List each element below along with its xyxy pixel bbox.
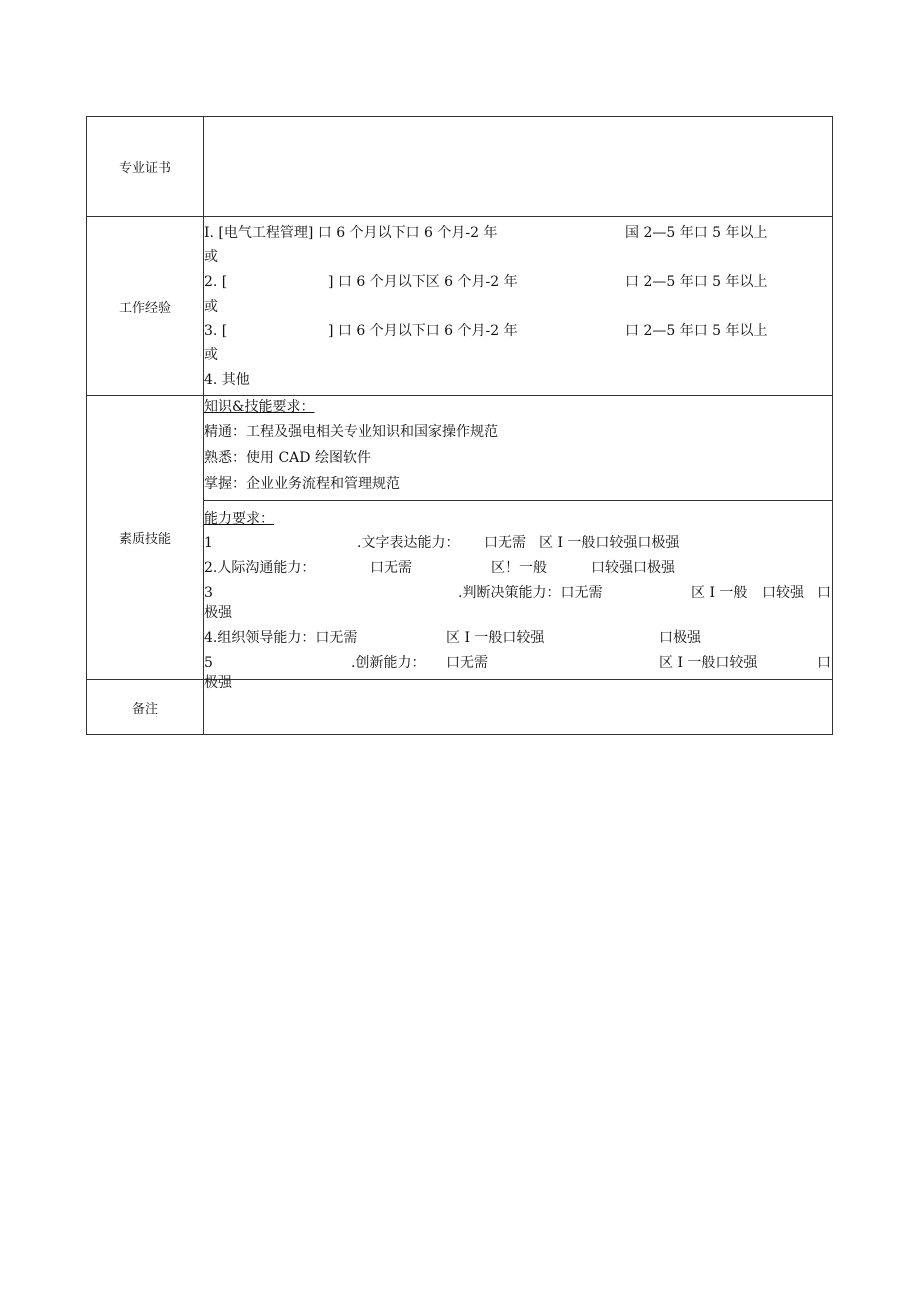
experience-option-1[interactable]: I. [电气工程管理] 口 6 个月以下口 6 个月-2 年 (204, 225, 498, 241)
quality-skills-content (204, 396, 832, 691)
work-experience-label: 工作经验 (87, 217, 204, 395)
row-quality-skills (87, 396, 832, 691)
ability-5-very-strong-box[interactable]: 口 (817, 655, 831, 671)
or-text: 或 (204, 299, 218, 315)
ability-5-very-strong: 极强 (204, 675, 232, 691)
ability-4-very-strong[interactable]: 口极强 (659, 630, 701, 646)
row-work-experience (87, 217, 832, 396)
knowledge-title: 知识&技能要求： (204, 399, 315, 415)
quality-skills-label: 素质技能 (87, 396, 204, 679)
ability-4-general[interactable]: 区 I 一般口较强 (446, 630, 545, 646)
knowledge-proficient: 精通：工程及强电相关专业知识和国家操作规范 (204, 424, 498, 440)
ability-3-strong[interactable]: 口较强 (762, 585, 804, 601)
or-text: 或 (204, 347, 218, 363)
row-remarks (87, 680, 832, 734)
ability-3-general[interactable]: 区 I 一般 (691, 585, 748, 601)
certificate-content[interactable] (204, 117, 832, 216)
experience-option-2-bracket: 2. [ (204, 274, 228, 290)
ability-written-expression: .文字表达能力： (357, 535, 460, 551)
experience-option-3-long[interactable]: 口 2—5 年口 5 年以上 (625, 323, 768, 339)
experience-option-1-long[interactable]: 国 2—5 年口 5 年以上 (625, 225, 768, 241)
experience-option-other[interactable]: 4. 其他 (204, 372, 250, 388)
row-certificate (87, 117, 832, 217)
section-divider (204, 500, 832, 501)
ability-leadership[interactable]: 4.组织领导能力：口无需 (204, 630, 358, 646)
ability-1-levels[interactable]: 区 I 一般口较强口极强 (539, 535, 680, 551)
or-text: 或 (204, 249, 218, 265)
ability-3-number: 3 (204, 585, 213, 601)
ability-3-very-strong: 极强 (204, 605, 232, 621)
knowledge-familiar: 熟悉：使用 CAD 绘图软件 (204, 450, 371, 466)
ability-1-number: 1 (204, 535, 213, 551)
ability-2-general[interactable]: 区！一般 (491, 560, 547, 576)
remarks-content[interactable] (204, 680, 832, 734)
experience-option-2-long[interactable]: 口 2—5 年口 5 年以上 (625, 274, 768, 290)
ability-title: 能力要求： (204, 511, 274, 527)
experience-option-3-bracket: 3. [ (204, 323, 228, 339)
ability-communication: 2.人际沟通能力： (204, 560, 316, 576)
ability-innovation: .创新能力： (351, 655, 426, 671)
knowledge-master: 掌握：企业业务流程和管理规范 (204, 476, 400, 492)
experience-option-3[interactable]: ] 口 6 个月以下口 6 个月-2 年 (328, 323, 518, 339)
ability-3-very-strong-box[interactable]: 口 (817, 585, 831, 601)
certificate-label: 专业证书 (87, 117, 204, 216)
ability-5-levels[interactable]: 区 I 一般口较强 (659, 655, 758, 671)
ability-5-number: 5 (204, 655, 213, 671)
ability-5-none[interactable]: 口无需 (446, 655, 488, 671)
job-requirement-table (86, 116, 833, 735)
ability-1-none[interactable]: 口无需 (484, 535, 526, 551)
remarks-label: 备注 (87, 680, 204, 734)
ability-judgment[interactable]: .判断决策能力：口无需 (458, 585, 603, 601)
ability-2-none[interactable]: 口无需 (370, 560, 412, 576)
ability-2-levels[interactable]: 口较强口极强 (591, 560, 675, 576)
experience-option-2[interactable]: ] 口 6 个月以下区 6 个月-2 年 (328, 274, 518, 290)
work-experience-content (204, 217, 832, 395)
